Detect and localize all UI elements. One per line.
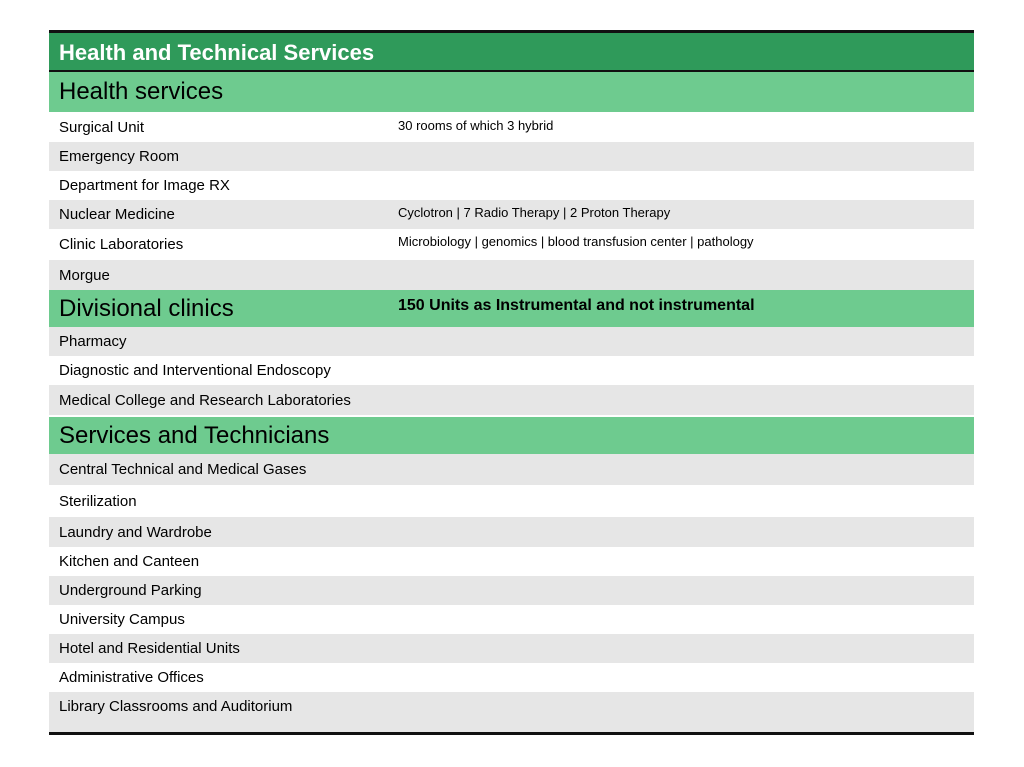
row-label: University Campus bbox=[59, 611, 185, 628]
row-label: Administrative Offices bbox=[59, 669, 204, 686]
row-value: 30 rooms of which 3 hybrid bbox=[398, 118, 554, 133]
section-note bbox=[398, 417, 974, 424]
section-header-divisional-clinics bbox=[49, 290, 974, 327]
table-row bbox=[49, 171, 974, 200]
section-note bbox=[398, 72, 974, 79]
row-label: Morgue bbox=[59, 266, 110, 284]
row-label: Diagnostic and Interventional Endoscopy bbox=[59, 362, 331, 379]
row-value: Cyclotron | 7 Radio Therapy | 2 Proton Therapy bbox=[398, 205, 671, 220]
table-row bbox=[49, 547, 974, 576]
row-label: Pharmacy bbox=[59, 333, 127, 350]
row-label: Library Classrooms and Auditorium bbox=[59, 698, 293, 715]
row-label: Clinic Laboratories bbox=[59, 236, 184, 253]
table-row bbox=[49, 200, 974, 229]
section-label: Health services bbox=[59, 78, 224, 105]
section-note: 150 Units as Instrumental and not instrumental bbox=[398, 297, 755, 314]
table-row bbox=[49, 663, 974, 692]
table-row bbox=[49, 327, 974, 356]
services-table bbox=[49, 30, 974, 735]
table-row bbox=[49, 112, 974, 142]
table-row bbox=[49, 485, 974, 517]
row-label: Department for Image RX bbox=[59, 177, 230, 194]
row-label: Central Technical and Medical Gases bbox=[59, 461, 307, 478]
row-label: Nuclear Medicine bbox=[59, 206, 175, 223]
table-row bbox=[49, 454, 974, 485]
section-label: Divisional clinics bbox=[59, 294, 234, 322]
section-header-health-services bbox=[49, 72, 974, 112]
table-row bbox=[49, 356, 974, 385]
row-label: Kitchen and Canteen bbox=[59, 553, 200, 570]
row-label: Laundry and Wardrobe bbox=[59, 523, 212, 541]
row-label: Underground Parking bbox=[59, 582, 202, 599]
table-row bbox=[49, 260, 974, 290]
table-title: Health and Technical Services bbox=[49, 33, 974, 72]
table-row bbox=[49, 229, 974, 260]
row-label: Surgical Unit bbox=[59, 118, 145, 136]
table-row bbox=[49, 692, 974, 732]
row-value: Microbiology | genomics | blood transfusion center | pathology bbox=[398, 234, 754, 249]
row-label: Sterilization bbox=[59, 492, 137, 510]
section-label: Services and Technicians bbox=[59, 421, 330, 449]
table-row bbox=[49, 634, 974, 663]
table-row bbox=[49, 605, 974, 634]
table-row bbox=[49, 385, 974, 415]
table-row bbox=[49, 142, 974, 171]
row-label: Hotel and Residential Units bbox=[59, 640, 240, 657]
section-header-services-and-technicians bbox=[49, 417, 974, 454]
table-row bbox=[49, 517, 974, 547]
row-label: Medical College and Research Laboratories bbox=[59, 391, 351, 409]
table-row bbox=[49, 576, 974, 605]
row-label: Emergency Room bbox=[59, 148, 180, 165]
